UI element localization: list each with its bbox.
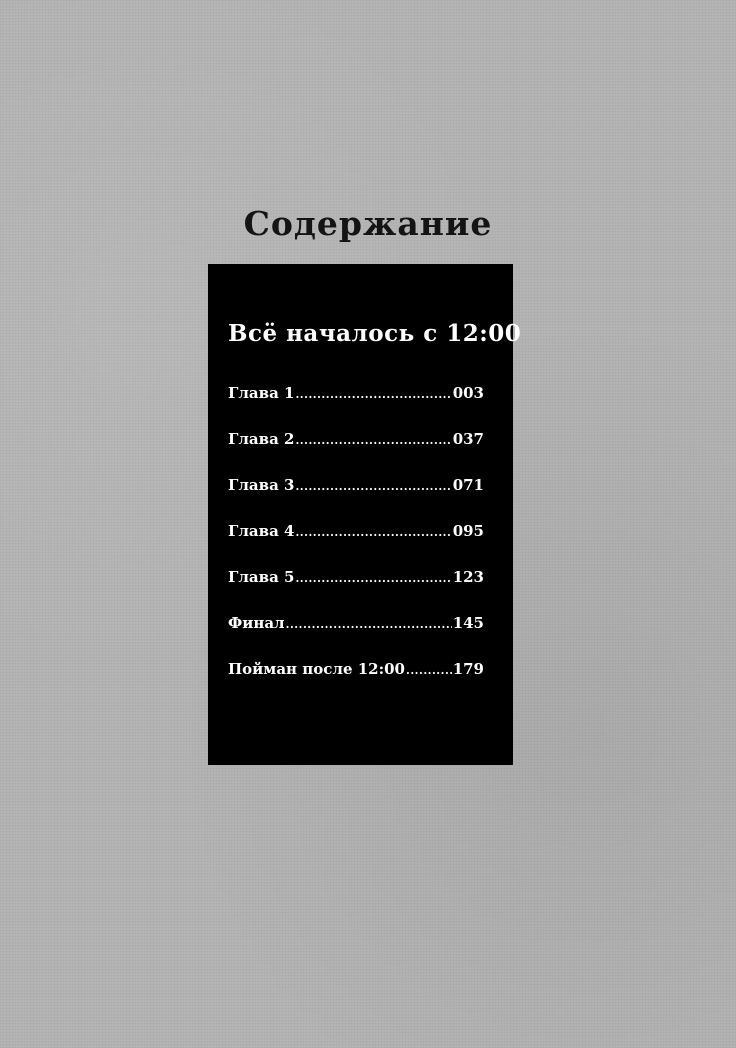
toc-entry-label: Глава 1 [228,384,295,402]
toc-entry-finale[interactable] [228,614,484,660]
toc-entry-page: 123 [452,568,484,586]
toc-list [228,384,484,706]
toc-entry-chapter-4[interactable] [228,522,484,568]
dot-leader [295,480,451,493]
dot-leader [406,664,452,677]
toc-entry-bonus[interactable] [228,660,484,706]
dot-leader [295,388,451,401]
table-of-contents-panel [208,264,522,765]
toc-entry-chapter-2[interactable] [228,430,484,476]
dot-leader [295,434,451,447]
toc-entry-label: Финал [228,614,285,632]
toc-entry-label: Глава 5 [228,568,295,586]
toc-entry-chapter-1[interactable] [228,384,484,430]
toc-entry-label: Пойман после 12:00 [228,660,405,678]
toc-entry-page: 037 [452,430,484,448]
toc-entry-chapter-3[interactable] [228,476,484,522]
toc-entry-label: Глава 2 [228,430,295,448]
toc-entry-page: 145 [452,614,484,632]
dot-leader [295,526,451,539]
toc-entry-page: 003 [452,384,484,402]
toc-heading: Всё началось с 12:00 [228,320,522,347]
toc-entry-chapter-5[interactable] [228,568,484,614]
dot-leader [286,618,452,631]
toc-entry-label: Глава 4 [228,522,295,540]
toc-entry-label: Глава 3 [228,476,295,494]
toc-entry-page: 179 [452,660,484,678]
toc-entry-page: 071 [452,476,484,494]
page-title: Содержание [243,204,493,243]
toc-entry-page: 095 [452,522,484,540]
dot-leader [295,572,451,585]
